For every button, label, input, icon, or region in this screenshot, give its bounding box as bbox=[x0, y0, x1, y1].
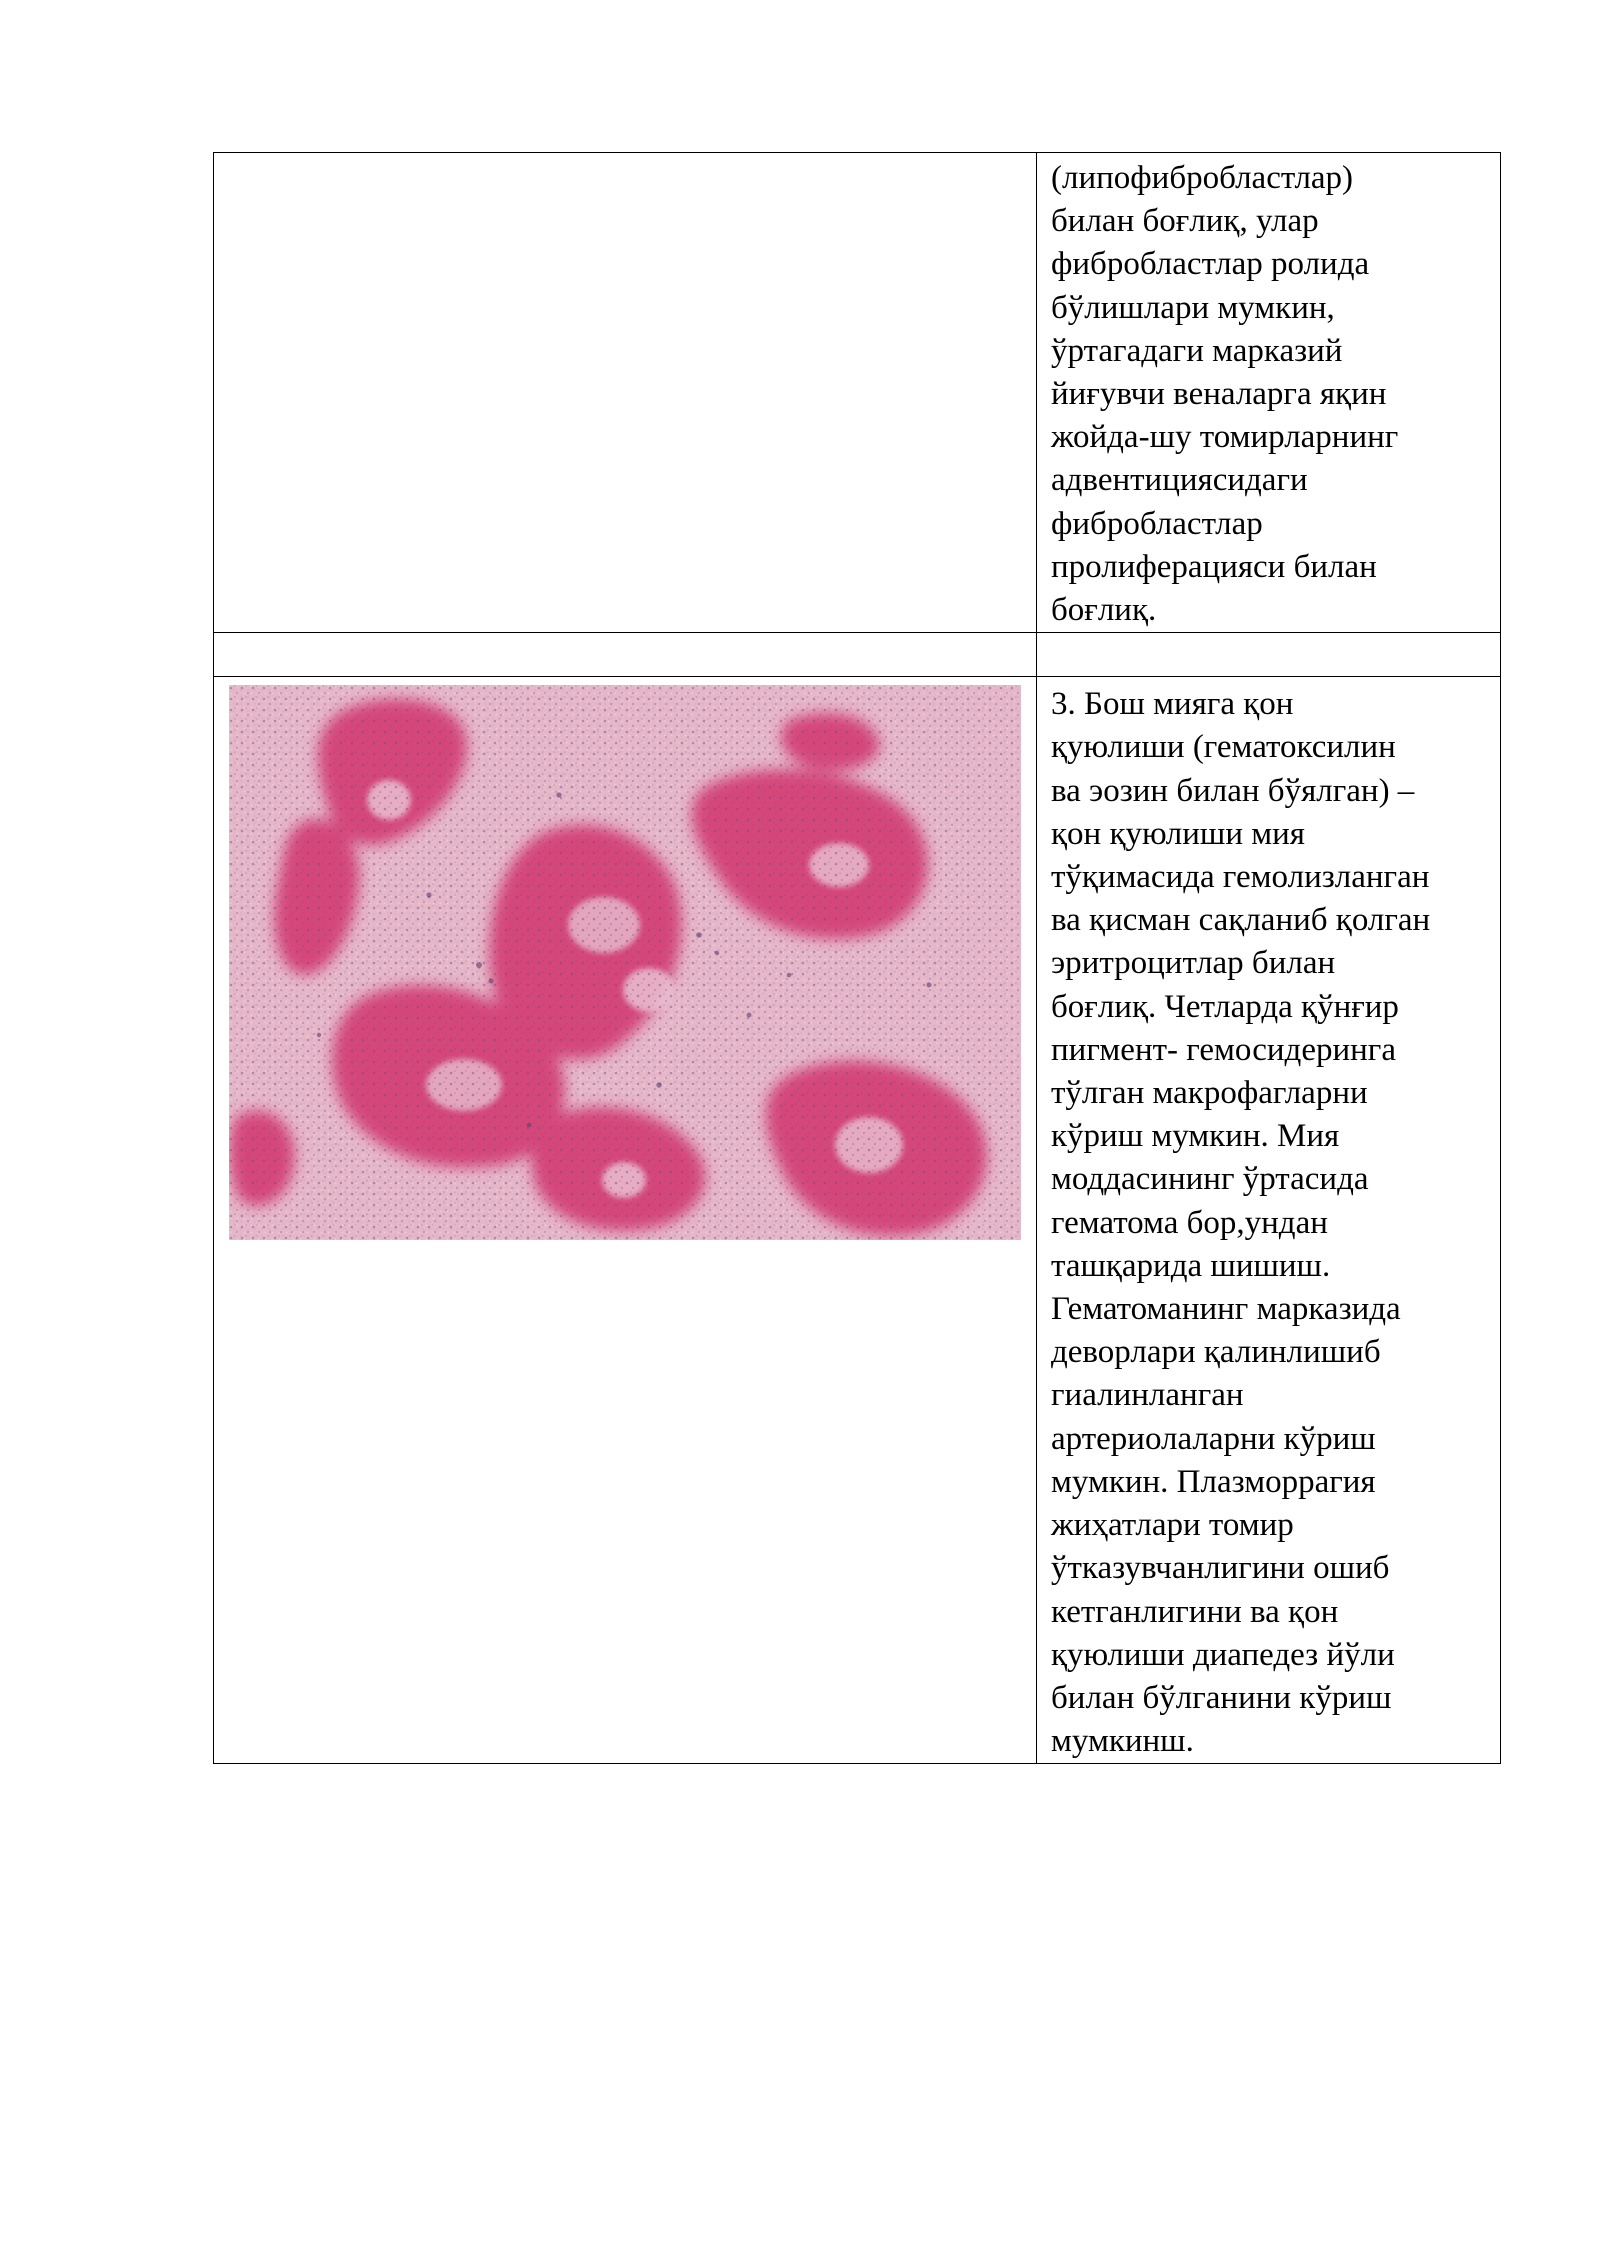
description-text: 3. Бош мияга қон қуюлиши (гематоксилин ва эозин билан бўялган) – қон қуюлиши мия тўқимасида гемолизланган ва қисман сақланиб қолган эритроцитлар билан боғлиқ. Четларда қўнғир пигмент- гемосидеринга тўлган макрофагларни кўриш мумкин. Мия моддасининг ўртасида гематома бор,ундан ташқарида шишиш. Гематоманинг марказида деворлари қалинлишиб гиалинланган артериолаларни кўриш мумкин. Плазморрагия жиҳатлари томир ўтказувчанлигини ошиб кетганлигини ва қон қуюлиши диапедез йўли билан бўлганини кўриш мумкинш. bbox=[1051, 686, 1431, 1760]
content-table bbox=[213, 152, 1501, 1764]
table-cell-description bbox=[1037, 677, 1501, 1764]
table-row bbox=[214, 153, 1501, 633]
table-cell-empty bbox=[1037, 633, 1501, 677]
table-cell-image bbox=[214, 677, 1037, 1764]
table-cell-empty bbox=[214, 633, 1037, 677]
table-row bbox=[214, 633, 1501, 677]
table-row bbox=[214, 677, 1501, 1764]
histology-micrograph bbox=[229, 685, 1021, 1240]
table-cell-description bbox=[1037, 153, 1501, 633]
description-text: (липофибробластлар) билан боғлиқ, улар фибробластлар ролида бўлишлари мумкин, ўртагадаги марказий йиғувчи веналарга яқин жойда-шу томирларнинг адвентициясидаги фибробластлар пролиферацияси билан боғлиқ. bbox=[1051, 160, 1399, 629]
table-cell-empty bbox=[214, 153, 1037, 633]
